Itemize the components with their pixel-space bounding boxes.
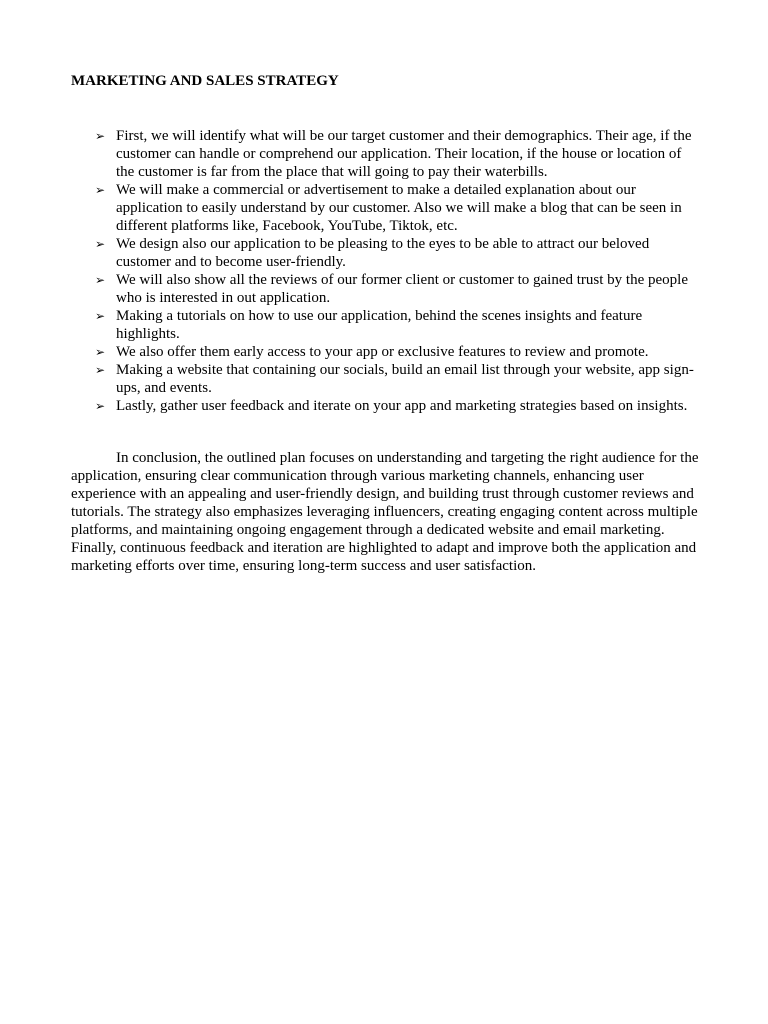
strategy-bullet-item xyxy=(71,271,701,307)
strategy-bullet-item xyxy=(71,127,701,181)
arrow-bullet-icon: ➢ xyxy=(95,345,106,359)
bullet-text: First, we will identify what will be our target customer and their demographics. Their age, if the customer can handle or comprehend our application. Their location, if the house or location of the customer is far from the place that will going to pay their waterbills. xyxy=(116,128,692,180)
strategy-bullet-item xyxy=(71,397,701,415)
strategy-bullet-item xyxy=(71,361,701,397)
document-heading: MARKETING AND SALES STRATEGY xyxy=(71,73,339,89)
strategy-bullet-item xyxy=(71,181,701,235)
bullet-text: Lastly, gather user feedback and iterate on your app and marketing strategies based on insights. xyxy=(116,398,688,414)
strategy-bullet-item xyxy=(71,235,701,271)
bullet-text: Making a website that containing our socials, build an email list through your website, app sign-ups, and events. xyxy=(116,362,694,396)
arrow-bullet-icon: ➢ xyxy=(95,309,106,323)
strategy-bullet-item xyxy=(71,343,701,361)
bullet-text: We will also show all the reviews of our former client or customer to gained trust by the people who is interested in out application. xyxy=(116,272,688,306)
arrow-bullet-icon: ➢ xyxy=(95,183,106,197)
arrow-bullet-icon: ➢ xyxy=(95,363,106,377)
arrow-bullet-icon: ➢ xyxy=(95,273,106,287)
conclusion-paragraph: In conclusion, the outlined plan focuses on understanding and targeting the right audience for the application, ensuring clear communication through various marketing channels, enhancing user experience with an appealing and user-friendly design, and building trust through customer reviews and tutorials. The strategy also emphasizes leveraging influencers, creating engaging content across multiple platforms, and maintaining ongoing engagement through a dedicated website and email marketing. Finally, continuous feedback and iteration are highlighted to adapt and improve both the application and marketing efforts over time, ensuring long-term success and user satisfaction. xyxy=(71,450,699,574)
strategy-bullet-item xyxy=(71,307,701,343)
bullet-text: We design also our application to be pleasing to the eyes to be able to attract our beloved customer and to become user-friendly. xyxy=(116,236,650,270)
bullet-text: Making a tutorials on how to use our application, behind the scenes insights and feature highlights. xyxy=(116,308,643,342)
bullet-text: We will make a commercial or advertisement to make a detailed explanation about our application to easily understand by our customer. Also we will make a blog that can be seen in different platforms like, Facebook, YouTube, Tiktok, etc. xyxy=(116,182,682,234)
arrow-bullet-icon: ➢ xyxy=(95,237,106,251)
bullet-text: We also offer them early access to your app or exclusive features to review and promote. xyxy=(116,344,649,360)
strategy-bullet-list xyxy=(71,127,701,415)
arrow-bullet-icon: ➢ xyxy=(95,399,106,413)
arrow-bullet-icon: ➢ xyxy=(95,129,106,143)
